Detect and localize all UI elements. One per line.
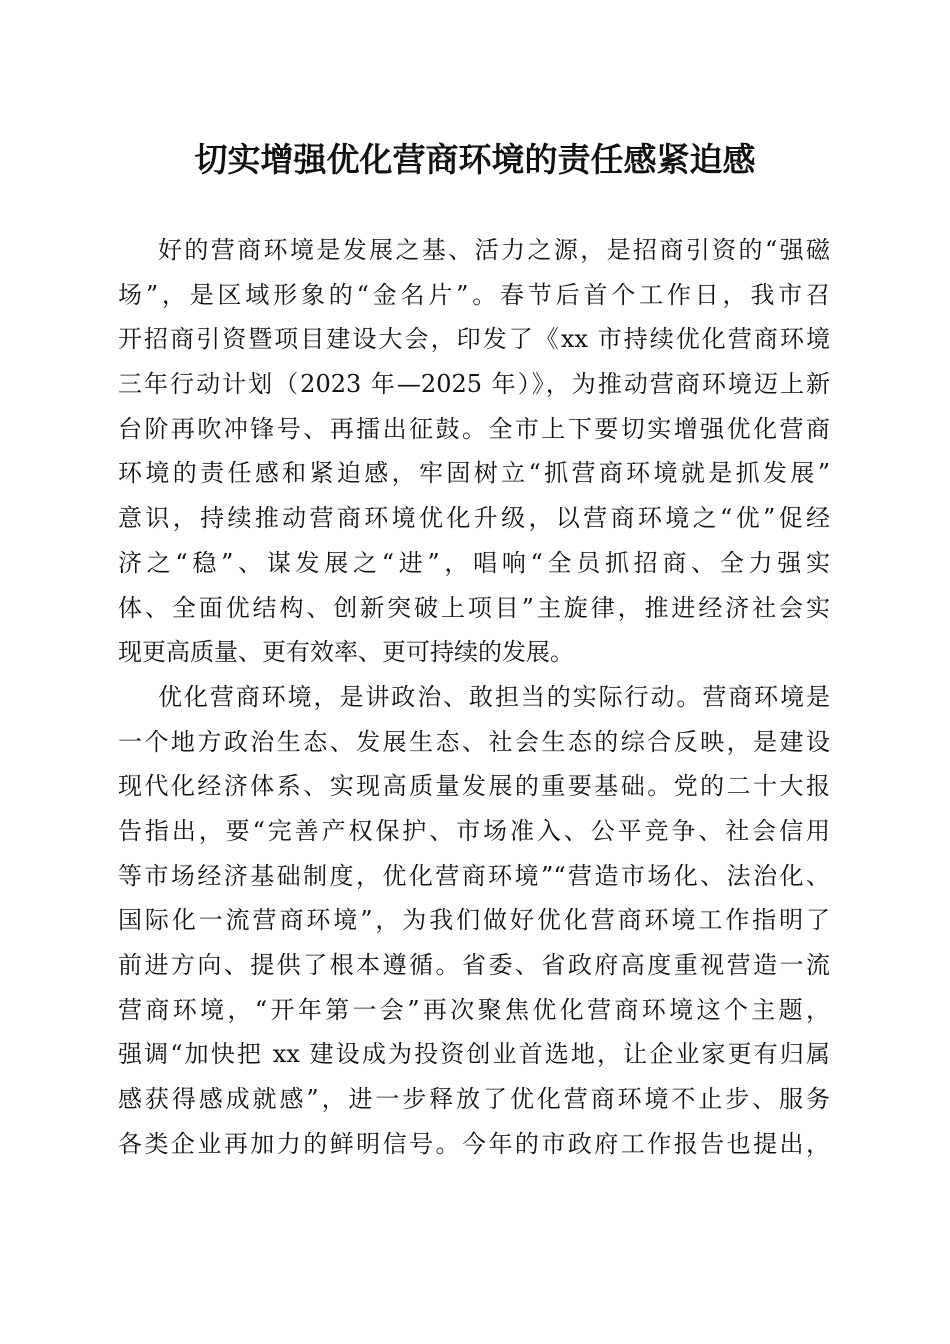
paragraph-line: 国际化一流营商环境”，为我们做好优化营商环境工作指明了 (118, 906, 830, 935)
document-body (118, 228, 830, 1166)
paragraph-line: 三年行动计划（2023 年—2025 年）》，为推动营商环境迈上新 (118, 370, 830, 399)
paragraph-line: 意识，持续推动营商环境优化升级，以营商环境之“优”促经 (118, 504, 830, 533)
paragraph-line: 一个地方政治生态、发展生态、社会生态的综合反映，是建设 (118, 727, 830, 756)
paragraph-line: 等市场经济基础制度，优化营商环境”“营造市场化、法治化、 (118, 861, 830, 890)
paragraph-line: 开招商引资暨项目建设大会，印发了《xx 市持续优化营商环境 (118, 325, 830, 354)
paragraph-line: 强调“加快把 xx 建设成为投资创业首选地，让企业家更有归属 (118, 1040, 830, 1069)
paragraph-1 (118, 228, 830, 675)
paragraph-line: 营商环境，“开年第一会”再次聚焦优化营商环境这个主题， (118, 995, 830, 1024)
paragraph-2 (118, 675, 830, 1167)
paragraph-line: 前进方向、提供了根本遵循。省委、省政府高度重视营造一流 (118, 951, 830, 979)
document-title: 切实增强优化营商环境的责任感紧迫感 (194, 140, 756, 179)
paragraph-line: 现更高质量、更有效率、更可持续的发展。 (118, 638, 574, 667)
paragraph-line: 环境的责任感和紧迫感，牢固树立“抓营商环境就是抓发展” (118, 459, 830, 488)
paragraph-line: 告指出，要“完善产权保护、市场准入、公平竞争、社会信用 (118, 816, 830, 845)
paragraph-line: 优化营商环境，是讲政治、敢担当的实际行动。营商环境是 (158, 682, 830, 711)
paragraph-line: 台阶再吹冲锋号、再擂出征鼓。全市上下要切实增强优化营商 (118, 414, 830, 443)
paragraph-line: 好的营商环境是发展之基、活力之源，是招商引资的“强磁 (158, 236, 830, 264)
paragraph-line: 现代化经济体系、实现高质量发展的重要基础。党的二十大报 (118, 772, 830, 801)
paragraph-line: 各类企业再加力的鲜明信号。今年的市政府工作报告也提出， (118, 1129, 830, 1158)
paragraph-line: 场”，是区域形象的“金名片”。春节后首个工作日，我市召 (118, 280, 830, 309)
paragraph-line: 感获得感成就感”，进一步释放了优化营商环境不止步、服务 (118, 1085, 830, 1114)
paragraph-line: 济之“稳”、谋发展之“进”，唱响“全员抓招商、全力强实 (118, 548, 830, 577)
paragraph-line: 体、全面优结构、创新突破上项目”主旋律，推进经济社会实 (118, 593, 830, 622)
